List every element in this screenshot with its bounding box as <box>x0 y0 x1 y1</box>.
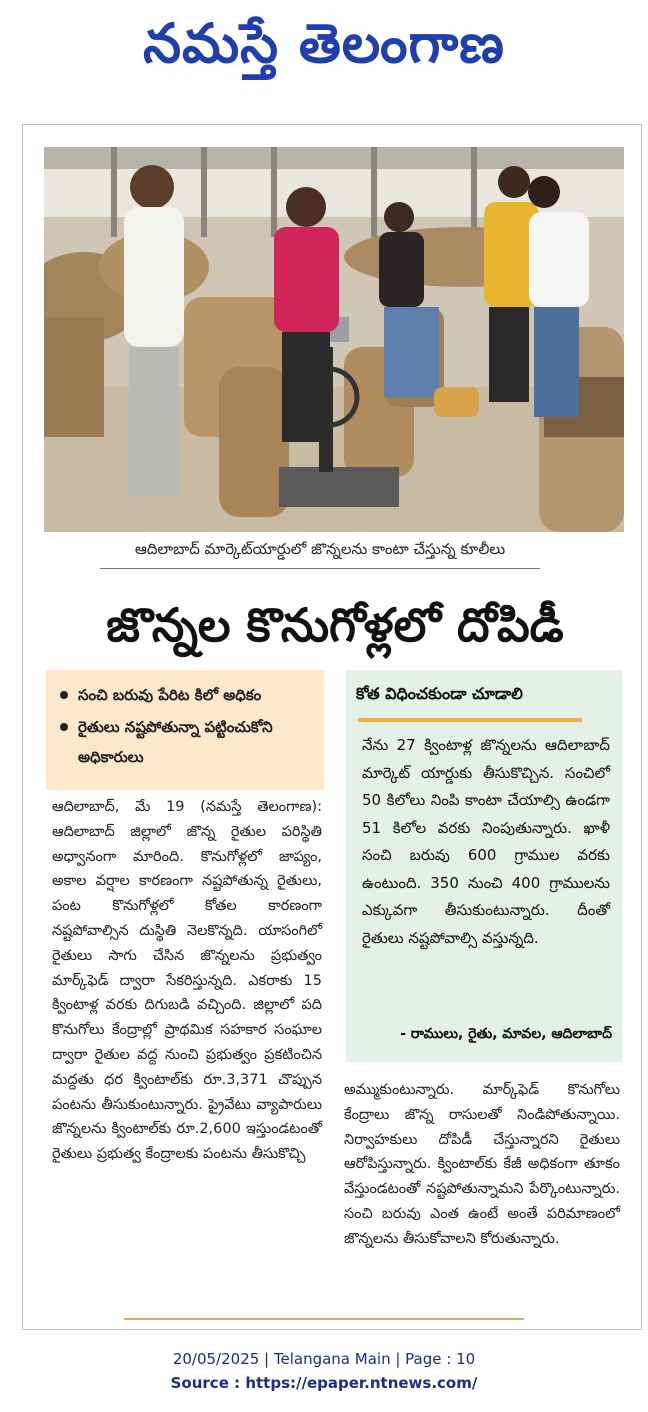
highlight-item <box>56 712 314 772</box>
masthead-title: నమస్తే తెలంగాణ <box>143 11 505 75</box>
highlight-text: సంచి బరువు పేరిట కిలో అధికం <box>78 686 262 704</box>
bottom-divider <box>124 1318 524 1320</box>
highlights-box <box>46 670 324 790</box>
article-text: ఆదిలాబాద్, మే 19 (నమస్తే తెలంగాణ): ఆదిలాబాద్ జిల్లాలో జొన్న రైతుల పరిస్థితి అధ్వానంగా మారింది. కొనుగోళ్లలో జాప్యం, అకాల వర్షాల కారణంగా నష్టపోతున్న రైతులు, పంట కొనుగోళ్లలో కోతల కారణంగా నష్టపోవాల్సిన దుస్థితి నెలకొన్నది. యాసంగిలో రైతులు సాగు చేసిన జొన్నలను ప్రభుత్వం మార్క్‌ఫెడ్ ద్వారా సేకరిస్తున్నది. ఎకరాకు 15 క్వింటాళ్ల వరకు దిగుబడి వచ్చింది. జిల్లాలో పది కొనుగోలు కేంద్రాల్లో ప్రాథమిక సహకార సంఘాల ద్వారా రైతుల వద్ద నుంచి ప్రభుత్వం ప్రకటించిన మద్దతు ధర క్వింటాల్‌కు రూ.3,371 చొప్పున పంటను తీసుకుంటున్నారు. ప్రైవేటు వ్యాపారులు జొన్నలను క్వింటాల్‌కు రూ.2,600 ఇస్తుండటంతో రైతులు ప్రభుత్వ కేంద్రాలకు పంటను తీసుకొచ్చి <box>52 799 322 1163</box>
footer-source-link[interactable]: Source : https://epaper.ntnews.com/ <box>170 1374 478 1392</box>
bullet-icon <box>60 691 68 699</box>
headline: జొన్నల కొనుగోళ్లలో దోపిడీ <box>106 598 564 652</box>
article-column-2 <box>344 1078 620 1252</box>
photo-caption: ఆదిలాబాద్ మార్కెట్‌యార్డులో జొన్నలను కాంటా చేస్తున్న కూలీలు <box>100 540 540 569</box>
footer-date-line: 20/05/2025 | Telangana Main | Page : 10 <box>172 1350 476 1368</box>
bullet-icon <box>60 723 68 731</box>
news-photo <box>44 147 624 532</box>
highlight-text: రైతులు నష్టపోతున్నా పట్టించుకోని అధికారులు <box>78 718 273 766</box>
quote-box-title: కోత విధించకుండా చూడాలి <box>356 684 523 703</box>
quote-box-text: నేను 27 క్వింటాళ్ల జొన్నలను ఆదిలాబాద్ మార్కెట్ యార్డుకు తీసుకొచ్చిన. సంచిలో 50 కిలోలు నింపి కాంటా చేయాల్సి ఉండగా 51 కిలోల వరకు నింపుతున్నారు. ఖాళీ సంచి బరువు 600 గ్రాముల వరకు ఉంటుంది. 350 నుంచి 400 గ్రాములను ఎక్కువగా తీసుకుంటున్నారు. దీంతో రైతులు నష్టపోవాల్సి వస్తున్నది. <box>362 736 610 947</box>
quote-signature: - రాములు, రైతు, మావల, ఆదిలాబాద్ <box>400 1026 612 1042</box>
article-text: అమ్ముకుంటున్నారు. మార్క్‌ఫెడ్ కొనుగోలు కేంద్రాలు జొన్న రాసులతో నిండిపోతున్నాయి. నిర్వాహకులు దోపిడీ చేస్తున్నారని రైతులు ఆరోపిస్తున్నారు. క్వింటాల్‌కు కేజీ అధికంగా తూకం వేస్తుండటంతో నష్టపోతున్నామని పేర్కొంటున్నారు. సంచి బరువు ఎంత ఉంటే అంతే పరిమాణంలో జొన్నలను తీసుకోవాలని కోరుతున్నారు. <box>344 1082 620 1247</box>
title-underline <box>358 718 582 722</box>
quote-box <box>346 670 622 1062</box>
article-column-1 <box>52 795 322 1167</box>
highlight-item <box>56 680 314 710</box>
